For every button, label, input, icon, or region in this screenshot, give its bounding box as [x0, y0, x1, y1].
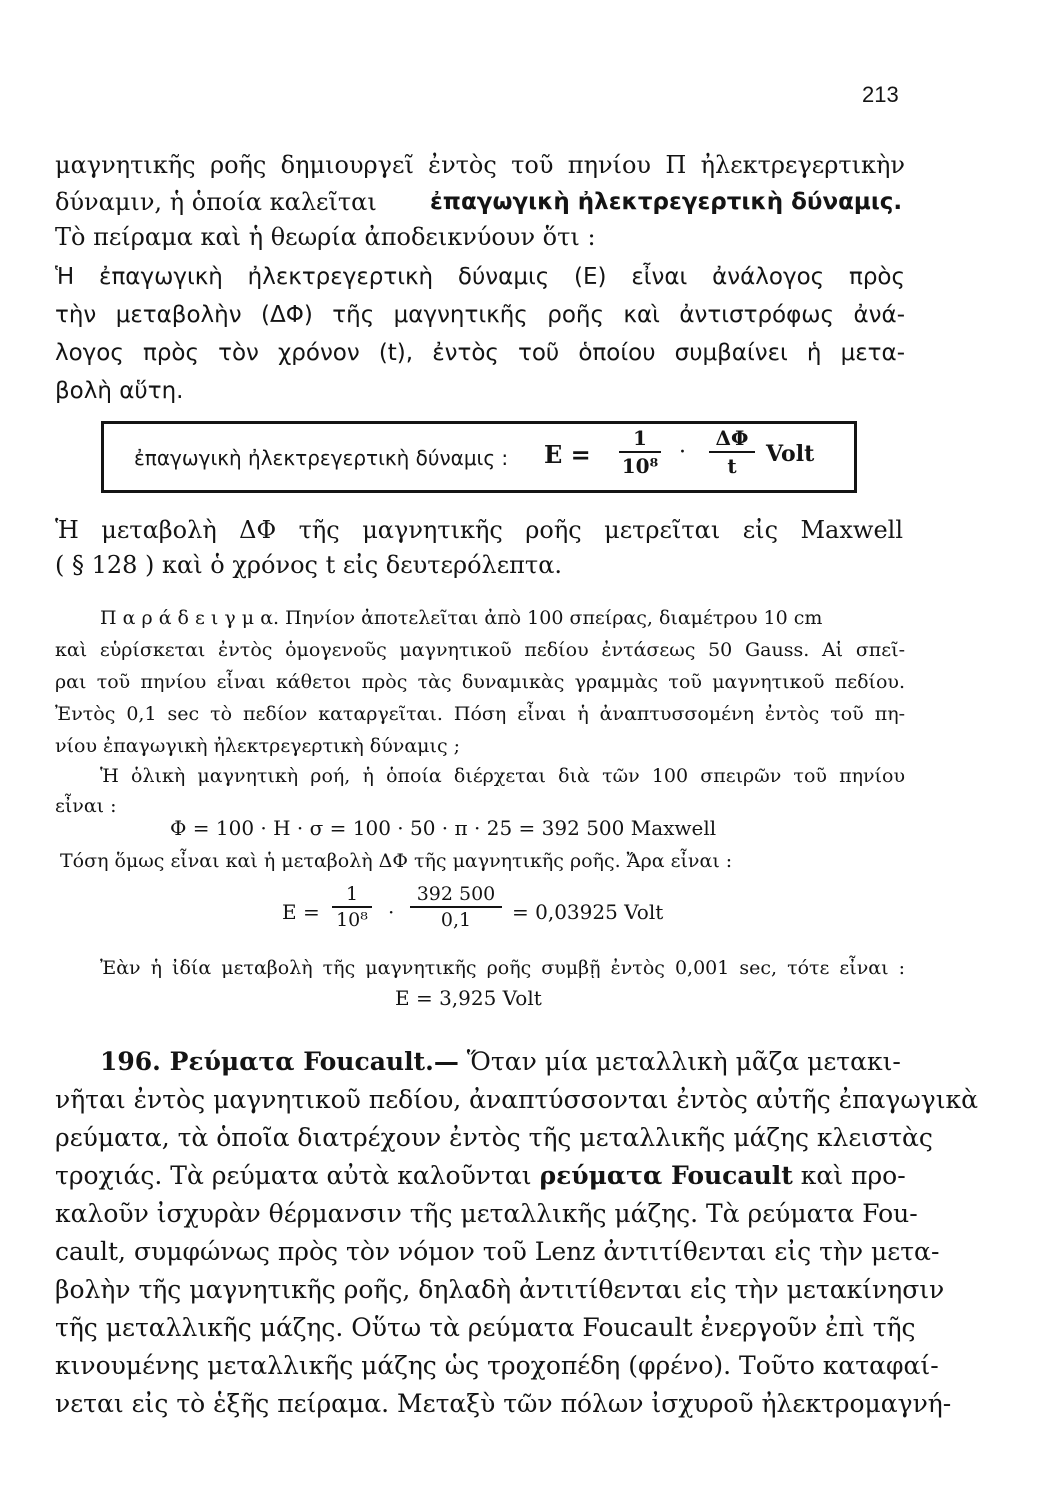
flux-equation: Φ = 100 · Η · σ = 100 · 50 · π · 25 = 392 500 Maxwell — [170, 816, 717, 840]
page-number: 213 — [862, 82, 899, 107]
calc-num-1: 1 — [345, 883, 359, 905]
section-text-4a: τροχιάς. Τὰ ρεύματα αὐτὰ καλοῦνται — [55, 1161, 532, 1190]
section-line-10: νεται εἰς τὸ ἑξῆς πείραμα. Μεταξὺ τῶν πόλων ἰσχυροῦ ἠλεκτρομαγνή- — [55, 1389, 952, 1418]
final-equation: Ε = 3,925 Volt — [395, 986, 542, 1010]
formula-den-2: t — [727, 454, 737, 478]
section-line-1 — [100, 1046, 905, 1078]
example-line-1 — [100, 605, 905, 631]
calc-dot: · — [388, 900, 395, 924]
example-line-9: Ἐὰν ἡ ἰδία μεταβολὴ τῆς μαγνητικῆς ροῆς συμβῇ ἐντὸς 0,001 sec, τότε εἶναι : — [100, 957, 905, 979]
formula-den-1: 10⁸ — [621, 454, 659, 478]
section-line-5: καλοῦν ἰσχυρὰν θέρμανσιν τῆς μεταλλικῆς μάζης. Τὰ ρεύματα Fou- — [55, 1199, 918, 1228]
calc-fraction-2 — [410, 883, 502, 931]
section-line-4 — [55, 1160, 905, 1192]
example-line-6: Ἡ ὁλικὴ μαγνητικὴ ροή, ἡ ὁποία διέρχεται διὰ τῶν 100 σπειρῶν τοῦ πηνίου — [100, 765, 905, 787]
law-line-1: Ἡ ἐπαγωγικὴ ἠλεκτρεγερτικὴ δύναμις (Ε) εἶναι ἀνάλογος πρὸς — [55, 264, 905, 290]
formula-lhs: Ε = — [544, 440, 591, 469]
section-text-4b: καὶ προ- — [800, 1161, 906, 1190]
section-line-3: ρεύματα, τὰ ὁποῖα διατρέχουν ἐντὸς τῆς μεταλλικῆς μάζης κλειστὰς — [55, 1123, 933, 1152]
example-line-2: καὶ εὑρίσκεται ἐντὸς ὁμογενοῦς μαγνητικοῦ πεδίου ἐντάσεως 50 Gauss. Αἱ σπεῖ- — [55, 639, 905, 661]
section-text-1: Ὅταν μία μεταλλικὴ μᾶζα μετακι- — [466, 1047, 901, 1076]
calc-den-1: 10⁸ — [336, 909, 368, 931]
formula-box — [101, 421, 857, 493]
para1-text: δύναμιν, ἡ ὁποία καλεῖται — [55, 188, 377, 216]
formula-label: ἐπαγωγικὴ ἠλεκτρεγερτικὴ δύναμις : — [134, 446, 509, 470]
example-heading: Π α ρ ά δ ε ι γ μ α. — [100, 607, 280, 629]
law-line-2: τὴν μεταβολὴν (ΔΦ) τῆς μαγνητικῆς ροῆς καὶ ἀντιστρόφως ἀνά- — [55, 302, 905, 328]
example-line-8: Τόση ὅμως εἶναι καὶ ἡ μεταβολὴ ΔΦ τῆς μαγνητικῆς ροῆς. Ἄρα εἶναι : — [60, 850, 733, 872]
section-line-9: κινουμένης μεταλλικῆς μάζης ὡς τροχοπέδη (φρένο). Τοῦτο καταφαί- — [55, 1351, 939, 1380]
calc-num-2: 392 500 — [416, 883, 496, 905]
calc-fraction-1 — [332, 883, 372, 931]
section-line-8: τῆς μεταλλικῆς μάζης. Οὕτω τὰ ρεύματα Foucault ἐνεργοῦν ἐπὶ τῆς — [55, 1313, 916, 1342]
example-text-1: Πηνίον ἀποτελεῖται ἀπὸ 100 σπείρας, διαμέτρου 10 cm — [285, 607, 823, 629]
units-line-2: ( § 128 ) καὶ ὁ χρόνος t εἰς δευτερόλεπτα. — [55, 551, 563, 579]
example-line-3: ραι τοῦ πηνίου εἶναι κάθετοι πρὸς τὰς δυναμικὰς γραμμὰς τοῦ μαγνητικοῦ πεδίου. — [55, 671, 905, 693]
fraction-bar — [410, 906, 502, 908]
formula-fraction-2 — [709, 426, 755, 478]
example-line-4: Ἐντὸς 0,1 sec τὸ πεδίον καταργεῖται. Πόση εἶναι ἡ ἀναπτυσσομένη ἐντὸς τοῦ πη- — [55, 703, 905, 725]
section-line-6: cault, συμφώνως πρὸς τὸν νόμον τοῦ Lenz ἀντιτίθενται εἰς τὴν μετα- — [55, 1237, 940, 1266]
formula-num-2: ΔΦ — [715, 426, 749, 450]
formula-fraction-1 — [619, 426, 661, 478]
para1-line-3: Τὸ πείραμα καὶ ἡ θεωρία ἀποδεικνύουν ὅτι : — [55, 223, 596, 251]
para1-bold-term: ἐπαγωγικὴ ἠλεκτρεγερτικὴ δύναμις. — [430, 189, 903, 215]
law-line-4: βολὴ αὕτη. — [55, 378, 184, 404]
para1-line-1: μαγνητικῆς ροῆς δημιουργεῖ ἐντὸς τοῦ πηνίου Π ἠλεκτρεγερτικὴν — [55, 151, 905, 179]
section-line-7: βολὴν τῆς μαγνητικῆς ροῆς, δηλαδὴ ἀντιτίθενται εἰς τὴν μετακίνησιν — [55, 1275, 945, 1304]
law-line-3: λογος πρὸς τὸν χρόνον (t), ἐντὸς τοῦ ὁποίου συμβαίνει ἡ μετα- — [55, 340, 905, 366]
fraction-bar — [709, 451, 755, 453]
example-line-5: νίου ἐπαγωγικὴ ἠλεκτρεγερτικὴ δύναμις ; — [55, 735, 461, 757]
calc-lhs: Ε = — [282, 900, 320, 924]
calc-den-2: 0,1 — [440, 909, 472, 931]
formula-dot: · — [679, 440, 686, 465]
section-heading: 196. Ρεύματα Foucault.— — [100, 1047, 459, 1076]
fraction-bar — [332, 906, 372, 908]
section-line-2: νῆται ἐντὸς μαγνητικοῦ πεδίου, ἀναπτύσσονται ἐντὸς αὐτῆς ἐπαγωγικὰ — [55, 1085, 979, 1114]
calc-result: = 0,03925 Volt — [512, 900, 664, 924]
example-line-7: εἶναι : — [55, 795, 117, 817]
formula-unit: Volt — [766, 441, 815, 467]
fraction-bar — [619, 451, 661, 453]
para1-line-2 — [55, 187, 905, 217]
units-line-1: Ἡ μεταβολὴ ΔΦ τῆς μαγνητικῆς ροῆς μετρεῖται εἰς Maxwell — [55, 516, 903, 544]
formula-num-1: 1 — [633, 426, 647, 450]
section-bold-term: ρεύματα Foucault — [539, 1161, 793, 1190]
